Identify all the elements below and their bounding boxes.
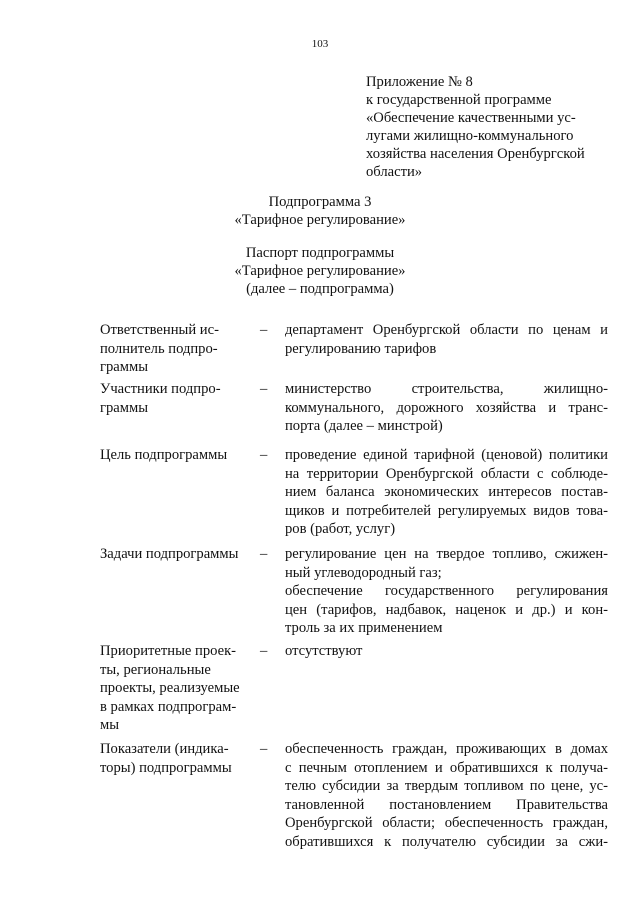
row-content-line: регулирование цен на твердое топливо, сжижен- (285, 546, 608, 562)
row-content-line: департамент Оренбургской области по ценам и (285, 322, 608, 338)
appendix-line: к государственной программе (366, 92, 552, 108)
row-content (285, 642, 608, 661)
row-content-line: Оренбургской области; обеспеченность граждан, (285, 815, 608, 832)
row-dash: – (260, 741, 268, 757)
row-content (285, 740, 608, 852)
row-label-line: проекты, реализуемые (100, 680, 240, 697)
row-label-line: мы (100, 717, 120, 734)
row-label-line: полнитель подпро- (100, 340, 218, 357)
row-label (100, 321, 250, 377)
row-content (285, 321, 608, 358)
row-content-line: проведение единой тарифной (ценовой) политики (285, 447, 608, 463)
row-content-line: обратившихся к получателю субсидии за сжи- (285, 833, 608, 850)
row-content-line: на территории Оренбургской области с соблюде- (285, 465, 608, 482)
row-label-line: ты, региональные (100, 661, 211, 678)
passport-name: «Тарифное регулирование» (234, 263, 406, 279)
row-content-line: коммунального, дорожного хозяйства и транс- (285, 399, 608, 416)
row-content-line: отсутствуют (285, 643, 363, 659)
row-label-line: в рамках подпрограм- (100, 698, 237, 715)
appendix-line: Приложение № 8 (366, 74, 473, 90)
row-content-line: ров (работ, услуг) (285, 521, 396, 538)
appendix-line: хозяйства населения Оренбургской (366, 146, 585, 162)
row-label-line: торы) подпрограммы (100, 759, 232, 776)
page-number: 103 (311, 38, 329, 50)
row-dash: – (260, 447, 268, 463)
row-label (100, 740, 250, 777)
row-content-line: министерство строительства, жилищно- (285, 381, 608, 397)
row-content (285, 446, 608, 539)
row-content-line: тановленной постановлением Правительства (285, 796, 608, 813)
row-content-line: цен (тарифов, надбавок, наценок и др.) и кон- (285, 601, 608, 618)
appendix-line: лугами жилищно-коммунального (366, 128, 574, 144)
row-dash: – (260, 643, 268, 659)
row-content-line: порта (далее – минстрой) (285, 418, 443, 435)
row-content-line: ный углеводородный газ; (285, 564, 442, 581)
row-content-line: троль за их применением (285, 620, 443, 637)
row-label-line: Участники подпро- (100, 381, 221, 397)
row-label-line: Приоритетные проек- (100, 643, 237, 659)
row-label (100, 642, 250, 735)
row-label-line: Цель подпрограммы (100, 447, 228, 463)
row-label-line: Задачи подпрограммы (100, 546, 239, 562)
appendix-line: «Обеспечение качественными ус- (366, 110, 576, 126)
row-label (100, 380, 250, 417)
row-content-line: обеспечение государственного регулирования (285, 583, 608, 600)
row-content-line: нием баланса экономических интересов постав- (285, 484, 608, 501)
row-content (285, 380, 608, 436)
row-label-line: Ответственный ис- (100, 322, 219, 338)
row-dash: – (260, 381, 268, 397)
subprogram-title (0, 193, 640, 229)
row-content-line: телю субсидии за твердым топливом по цене, ус- (285, 778, 608, 795)
passport-title (0, 244, 640, 298)
row-content-line: регулированию тарифов (285, 340, 437, 357)
row-label (100, 545, 250, 564)
subprogram-name: «Тарифное регулирование» (234, 212, 406, 228)
row-content-line: с печным отоплением и обратившихся к получа- (285, 759, 608, 776)
appendix-header (366, 73, 611, 181)
row-content-line: щиков и потребителей регулируемых видов това- (285, 502, 608, 519)
row-dash: – (260, 322, 268, 338)
row-label-line: граммы (100, 399, 149, 416)
row-dash: – (260, 546, 268, 562)
row-label (100, 446, 250, 465)
row-label-line: Показатели (индика- (100, 741, 229, 757)
appendix-line: области» (366, 164, 423, 180)
subprogram-number: Подпрограмма 3 (268, 194, 372, 210)
passport-heading: Паспорт подпрограммы (245, 245, 395, 261)
passport-note: (далее – подпрограмма) (246, 281, 394, 297)
row-label-line: граммы (100, 359, 149, 376)
row-content-line: обеспеченность граждан, проживающих в домах (285, 741, 608, 757)
row-content (285, 545, 608, 638)
